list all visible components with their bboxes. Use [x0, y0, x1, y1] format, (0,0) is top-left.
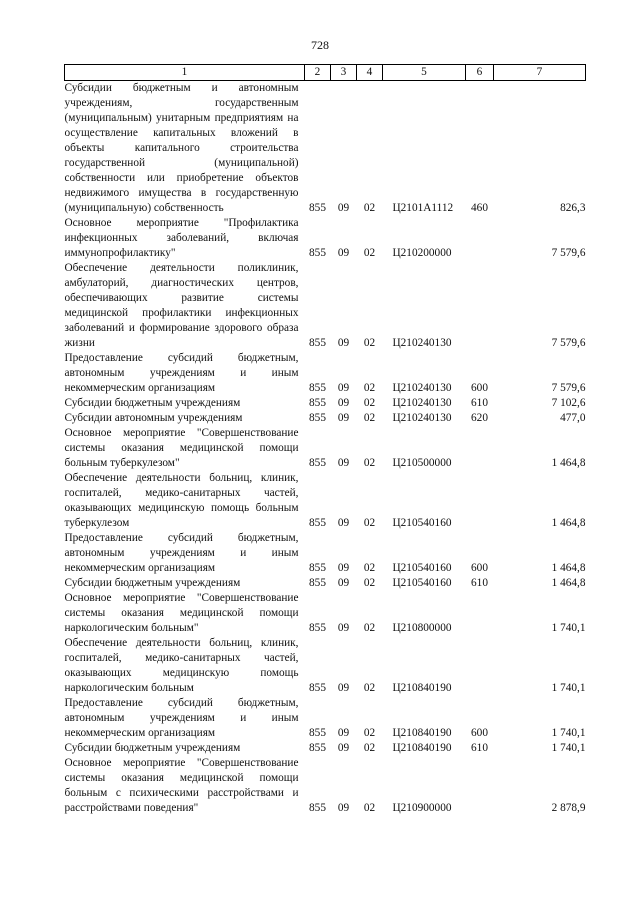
row-vr: 600 — [471, 382, 488, 394]
row-pr: 02 — [363, 577, 376, 589]
table-row — [65, 471, 586, 531]
row-csr: Ц210240130 — [392, 337, 452, 349]
row-vr — [466, 756, 494, 816]
header-col-5: 5 — [383, 65, 466, 81]
row-pr: 02 — [363, 247, 376, 259]
row-name: Основное мероприятие "Совершенствование системы оказания медицинской помощи наркологическим больным" — [64, 592, 299, 634]
row-pr: 02 — [363, 682, 376, 694]
row-amount: 1 740,1 — [551, 682, 586, 694]
row-gr: 855 — [309, 562, 326, 574]
row-amount: 7 102,6 — [551, 397, 586, 409]
row-amount: 477,0 — [560, 412, 586, 424]
row-amount: 7 579,6 — [551, 382, 586, 394]
row-name: Субсидии бюджетным учреждениям — [64, 742, 241, 754]
row-csr: Ц2101А1112 — [392, 202, 454, 214]
row-rz: 09 — [337, 412, 350, 424]
table-row — [65, 261, 586, 351]
header-col-7: 7 — [494, 65, 586, 81]
row-name: Обеспечение деятельности поликлиник, амбулаторий, диагностических центров, обеспечивающих развитие системы медицинской профилактики инфекционных заболеваний и формирование здорового образа жизни — [64, 262, 299, 349]
row-pr: 02 — [363, 397, 376, 409]
row-pr: 02 — [363, 412, 376, 424]
row-amount: 1 740,1 — [551, 622, 586, 634]
table-row — [65, 741, 586, 756]
row-rz: 09 — [337, 742, 350, 754]
row-name: Субсидии бюджетным учреждениям — [64, 397, 241, 409]
row-rz: 09 — [337, 562, 350, 574]
row-csr: Ц210840190 — [392, 682, 452, 694]
row-gr: 855 — [309, 742, 326, 754]
row-pr: 02 — [363, 727, 376, 739]
row-gr: 855 — [309, 682, 326, 694]
row-gr: 855 — [309, 577, 326, 589]
table-row — [65, 81, 586, 217]
row-pr: 02 — [363, 202, 376, 214]
row-gr: 855 — [309, 622, 326, 634]
row-amount: 1 464,8 — [551, 457, 586, 469]
row-vr: 600 — [471, 562, 488, 574]
row-csr: Ц210800000 — [392, 622, 452, 634]
table-row — [65, 396, 586, 411]
row-rz: 09 — [337, 517, 350, 529]
budget-table — [64, 64, 586, 816]
row-vr: 460 — [471, 202, 488, 214]
row-amount: 2 878,9 — [551, 802, 586, 814]
table-row — [65, 411, 586, 426]
row-rz: 09 — [337, 682, 350, 694]
row-csr: Ц210840190 — [392, 742, 452, 754]
row-gr: 855 — [309, 802, 326, 814]
row-amount: 1 464,8 — [551, 577, 586, 589]
row-rz: 09 — [337, 397, 350, 409]
row-rz: 09 — [337, 727, 350, 739]
row-name: Предоставление субсидий бюджетным, автономным учреждениям и иным некоммерческим организациям — [64, 352, 299, 394]
row-csr: Ц210240130 — [392, 397, 452, 409]
row-rz: 09 — [337, 457, 350, 469]
row-vr — [466, 426, 494, 471]
row-vr — [466, 471, 494, 531]
row-csr: Ц210540160 — [392, 577, 452, 589]
row-csr: Ц210540160 — [392, 517, 452, 529]
header-col-1: 1 — [65, 65, 305, 81]
table-row — [65, 576, 586, 591]
table-row — [65, 351, 586, 396]
row-pr: 02 — [363, 382, 376, 394]
row-csr: Ц210840190 — [392, 727, 452, 739]
row-amount: 1 464,8 — [551, 517, 586, 529]
row-vr — [466, 636, 494, 696]
row-rz: 09 — [337, 247, 350, 259]
table-row — [65, 756, 586, 816]
row-name: Обеспечение деятельности больниц, клиник, госпиталей, медико-санитарных частей, оказывающих медицинскую помощь больным туберкулезом — [64, 472, 299, 529]
header-col-6: 6 — [466, 65, 494, 81]
table-row — [65, 696, 586, 741]
row-name: Субсидии автономным учреждениям — [64, 412, 243, 424]
row-gr: 855 — [309, 412, 326, 424]
header-col-2: 2 — [305, 65, 331, 81]
row-name: Предоставление субсидий бюджетным, автономным учреждениям и иным некоммерческим организациям — [64, 532, 299, 574]
row-vr: 610 — [471, 397, 488, 409]
row-gr: 855 — [309, 727, 326, 739]
table-row — [65, 636, 586, 696]
row-name: Обеспечение деятельности больниц, клиник, госпиталей, медико-санитарных частей, оказывающих медицинскую помощь наркологическим больным — [64, 637, 299, 694]
row-amount: 1 740,1 — [551, 742, 586, 754]
table-row — [65, 591, 586, 636]
row-pr: 02 — [363, 802, 376, 814]
row-name: Основное мероприятие "Совершенствование системы оказания медицинской помощи больным с психическими расстройствами и расстройствами поведения" — [64, 757, 299, 814]
row-name: Предоставление субсидий бюджетным, автономным учреждениям и иным некоммерческим организациям — [64, 697, 299, 739]
row-rz: 09 — [337, 577, 350, 589]
row-csr: Ц210500000 — [392, 457, 452, 469]
row-pr: 02 — [363, 517, 376, 529]
table-row — [65, 426, 586, 471]
row-rz: 09 — [337, 802, 350, 814]
row-amount: 1 740,1 — [551, 727, 586, 739]
header-col-3: 3 — [331, 65, 357, 81]
row-vr: 600 — [471, 727, 488, 739]
row-name: Субсидии бюджетным учреждениям — [64, 577, 241, 589]
row-csr: Ц210900000 — [392, 802, 452, 814]
row-vr: 610 — [471, 742, 488, 754]
row-vr — [466, 261, 494, 351]
row-gr: 855 — [309, 457, 326, 469]
row-name: Основное мероприятие "Совершенствование системы оказания медицинской помощи больным туберкулезом" — [64, 427, 299, 469]
row-vr — [466, 216, 494, 261]
row-gr: 855 — [309, 337, 326, 349]
row-amount: 826,3 — [560, 202, 586, 214]
row-gr: 855 — [309, 247, 326, 259]
row-csr: Ц210200000 — [392, 247, 452, 259]
row-rz: 09 — [337, 382, 350, 394]
table-header — [65, 65, 586, 81]
row-amount: 7 579,6 — [551, 337, 586, 349]
row-vr: 610 — [471, 577, 488, 589]
row-amount: 7 579,6 — [551, 247, 586, 259]
row-vr: 620 — [471, 412, 488, 424]
row-gr: 855 — [309, 382, 326, 394]
table-row — [65, 531, 586, 576]
row-gr: 855 — [309, 517, 326, 529]
row-rz: 09 — [337, 337, 350, 349]
header-col-4: 4 — [357, 65, 383, 81]
row-name: Основное мероприятие "Профилактика инфекционных заболеваний, включая иммунопрофилактику" — [64, 217, 299, 259]
row-csr: Ц210540160 — [392, 562, 452, 574]
row-pr: 02 — [363, 742, 376, 754]
row-pr: 02 — [363, 457, 376, 469]
row-vr — [466, 591, 494, 636]
table-row — [65, 216, 586, 261]
row-gr: 855 — [309, 202, 326, 214]
row-pr: 02 — [363, 622, 376, 634]
row-pr: 02 — [363, 337, 376, 349]
row-csr: Ц210240130 — [392, 382, 452, 394]
row-amount: 1 464,8 — [551, 562, 586, 574]
row-csr: Ц210240130 — [392, 412, 452, 424]
page-number: 728 — [311, 38, 329, 52]
row-name: Субсидии бюджетным и автономным учреждениям, государственным (муниципальным) унитарным предприятиям на осуществление капитальных вложений в объекты капитального строительства государственной (муниципальной) собственности или приобретение объектов недвижимого имущества в государственную (муниципальную) собственность — [64, 82, 299, 214]
row-gr: 855 — [309, 397, 326, 409]
row-pr: 02 — [363, 562, 376, 574]
row-rz: 09 — [337, 202, 350, 214]
row-rz: 09 — [337, 622, 350, 634]
